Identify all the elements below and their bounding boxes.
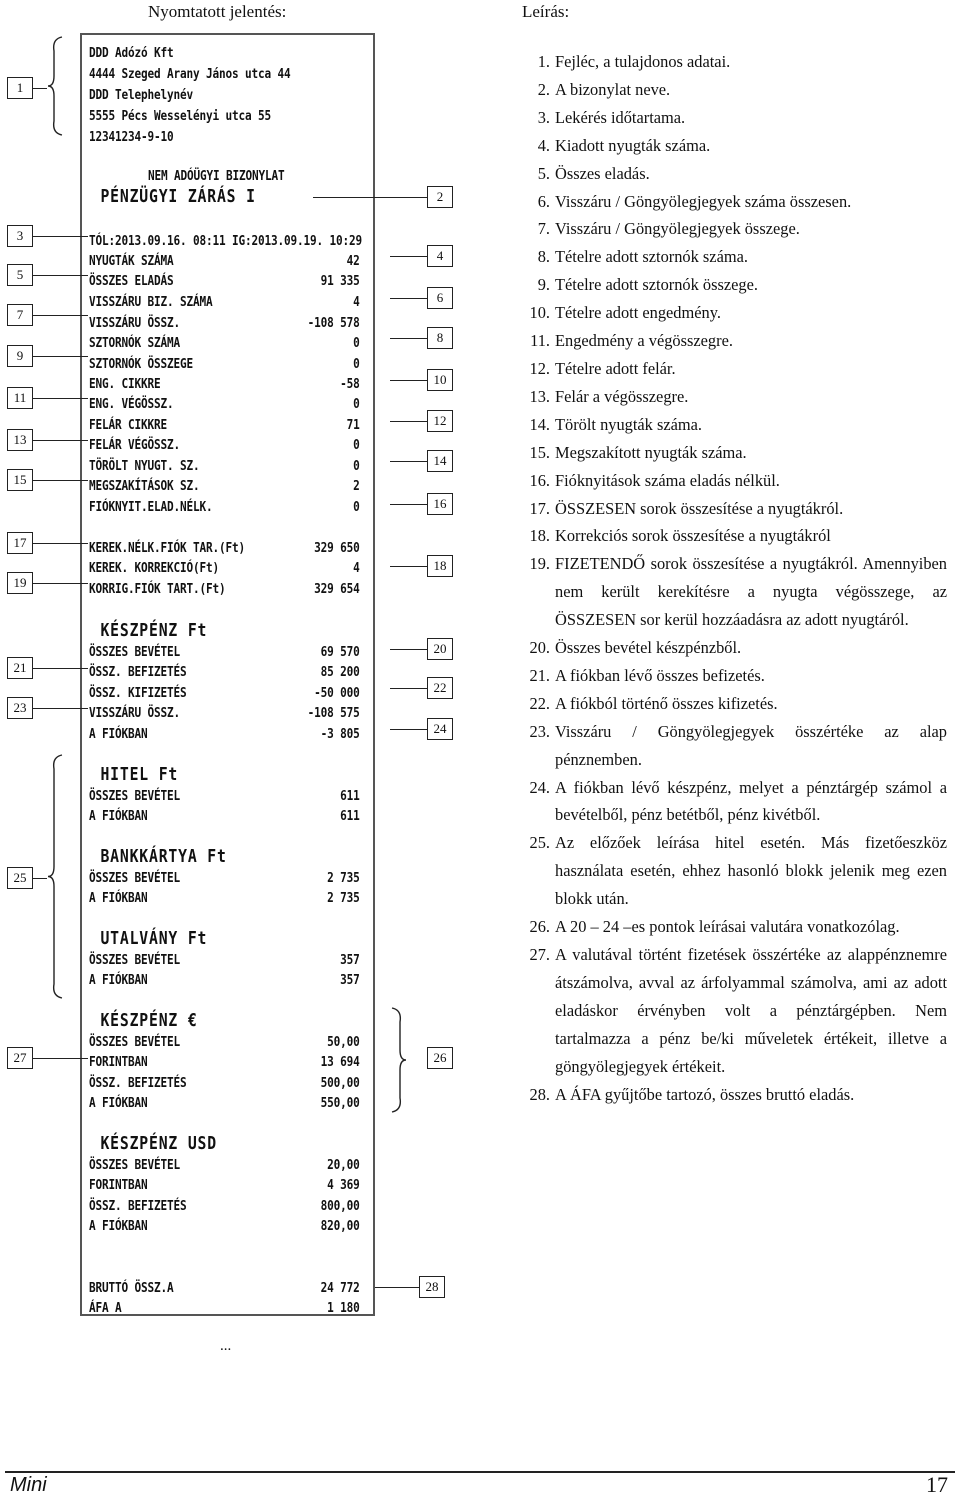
receipt-line <box>89 1052 360 1072</box>
description-item <box>522 1081 947 1109</box>
description-item <box>522 327 947 355</box>
description-item-text: Összes bevétel készpénzből. <box>555 638 742 658</box>
receipt-line <box>89 166 319 186</box>
leader-line <box>33 583 88 584</box>
description-item <box>522 243 947 271</box>
receipt-line-label: ÖSSZES BEVÉTEL <box>89 644 181 660</box>
description-item <box>522 941 947 1081</box>
receipt-line-value: 85 200 <box>320 664 360 680</box>
leader-line <box>33 356 88 357</box>
receipt-line <box>89 64 319 84</box>
callout-number: 2 <box>427 186 453 208</box>
receipt-line <box>89 724 360 744</box>
receipt-line-label: SZTORNÓK SZÁMA <box>89 335 181 351</box>
receipt-line <box>89 642 360 662</box>
description-item-number: 7. <box>537 219 550 239</box>
description-item-text: A fiókban lévő összes befizetés. <box>555 665 765 685</box>
receipt-image <box>80 33 375 1316</box>
receipt-line-value: 91 335 <box>320 273 360 289</box>
receipt-line-value: -50 000 <box>314 685 360 701</box>
leader-line <box>33 878 47 879</box>
description-item-number: 17. <box>529 498 550 518</box>
receipt-line-value: -108 575 <box>307 705 360 721</box>
receipt-line <box>89 558 360 578</box>
receipt-line-value: -58 <box>340 376 360 392</box>
description-item-number: 19. <box>529 554 550 574</box>
description-item-text: A 20 – 24 –es pontok leírásai valutára vonatkozólag. <box>555 917 900 937</box>
description-item-text: Felár a végösszegre. <box>555 386 689 406</box>
receipt-line <box>89 786 360 806</box>
description-item-text: Összes eladás. <box>555 163 650 183</box>
callout-number: 16 <box>427 493 453 515</box>
receipt-line <box>89 1298 360 1318</box>
leader-line <box>390 421 427 422</box>
footer-divider <box>5 1471 955 1473</box>
receipt-line-label: A FIÓKBAN <box>89 1218 148 1234</box>
receipt-line-label: KEREK. KORREKCIÓ(Ft) <box>89 560 220 576</box>
description-item-text: A ÁFA gyűjtőbe tartozó, összes bruttó eladás. <box>555 1084 855 1104</box>
leader-line <box>390 256 427 257</box>
description-item-text: Fióknyitások száma eladás nélkül. <box>555 470 780 490</box>
description-item <box>522 48 947 76</box>
receipt-line <box>89 313 360 333</box>
description-item-number: 1. <box>537 52 550 71</box>
receipt-line-label: HITEL Ft <box>100 764 179 785</box>
description-item-text: Az előzőek leírása hitel esetén. Más fizetőeszköz használata esetén, ehhez hasonló blokk jelenik meg ezen blokk után. <box>555 833 947 909</box>
description-item <box>522 439 947 467</box>
description-item-number: 25. <box>529 833 550 853</box>
receipt-line-value: 13 694 <box>320 1054 360 1070</box>
receipt-line-label: FORINTBAN <box>89 1177 148 1193</box>
receipt-line-label: FELÁR CIKKRE <box>89 417 168 433</box>
description-item <box>522 522 947 550</box>
description-item <box>522 913 947 941</box>
description-item <box>522 132 947 160</box>
description-item <box>522 104 947 132</box>
receipt-line-label: ÖSSZ. BEFIZETÉS <box>89 1198 187 1214</box>
callout-number: 13 <box>7 429 33 451</box>
receipt-line <box>89 703 360 723</box>
receipt-line-label: ENG. VÉGÖSSZ. <box>89 396 174 412</box>
description-item <box>522 690 947 718</box>
description-item <box>522 774 947 830</box>
receipt-line-label: FIÓKNYIT.ELAD.NÉLK. <box>89 499 213 515</box>
leader-line <box>390 338 427 339</box>
receipt-line-value: 4 <box>353 294 360 310</box>
receipt-line-value: 50,00 <box>327 1034 360 1050</box>
receipt-line-label: PÉNZÜGYI ZÁRÁS I <box>100 186 256 207</box>
receipt-line-label: ÖSSZES ELADÁS <box>89 273 174 289</box>
receipt-line <box>89 394 360 414</box>
receipt-line-value: 2 <box>353 478 360 494</box>
description-item <box>522 550 947 634</box>
description-item <box>522 634 947 662</box>
description-item <box>522 215 947 243</box>
description-item-number: 20. <box>529 638 550 658</box>
callout-number: 17 <box>7 532 33 554</box>
receipt-line <box>89 374 360 394</box>
receipt-line-label: KÉSZPÉNZ Ft <box>100 620 208 641</box>
leader-line <box>390 461 427 462</box>
receipt-line <box>89 1155 360 1175</box>
receipt-line-label: KÉSZPÉNZ USD <box>100 1133 217 1154</box>
receipt-line-value: 0 <box>353 335 360 351</box>
leader-line <box>33 543 88 544</box>
callout-number: 8 <box>427 327 453 349</box>
receipt-line <box>89 1011 319 1031</box>
receipt-line-value: 4 369 <box>327 1177 360 1193</box>
leader-line <box>390 380 427 381</box>
description-item-text: Fejléc, a tulajdonos adatai. <box>555 52 731 71</box>
callout-number: 9 <box>7 345 33 367</box>
receipt-line-value: 4 <box>353 560 360 576</box>
callout-number: 23 <box>7 697 33 719</box>
receipt-line <box>89 456 360 476</box>
receipt-line <box>89 579 360 599</box>
receipt-line-label: ÖSSZES BEVÉTEL <box>89 1034 181 1050</box>
receipt-line-value: 71 <box>346 417 360 433</box>
receipt-line-value: 0 <box>353 499 360 515</box>
description-item-number: 15. <box>529 442 550 462</box>
receipt-line <box>89 662 360 682</box>
description-item <box>522 271 947 299</box>
callout-number: 22 <box>427 677 453 699</box>
receipt-line <box>89 354 360 374</box>
receipt-line-value: 24 772 <box>320 1280 360 1296</box>
callout-number: 25 <box>7 867 33 889</box>
description-item-number: 13. <box>529 386 550 406</box>
brace-bracket <box>48 755 64 998</box>
receipt-line-value: 0 <box>353 356 360 372</box>
leader-line <box>33 315 88 316</box>
receipt-line-value: 550,00 <box>320 1095 360 1111</box>
receipt-line <box>89 929 319 949</box>
description-item-number: 6. <box>537 191 550 211</box>
receipt-line-value: 0 <box>353 396 360 412</box>
callout-number: 3 <box>7 225 33 247</box>
description-item-text: A valutával történt fizetések összértéke az alappénznemre átszámolva, avval az árfolyammal számolva, ami az adott eladáskor érvényben volt a pénztárgépben. Nem tartalmazza a pénz be/ki műveletek értékeit, illetve a göngyölegjegyek értékeit. <box>555 945 947 1076</box>
receipt-line-value: 820,00 <box>320 1218 360 1234</box>
receipt-line-label: ÖSSZES BEVÉTEL <box>89 1157 181 1173</box>
receipt-line <box>89 271 360 291</box>
receipt-line-label: TÓL:2013.09.16. 08:11 IG:2013.09.19. 10:29 <box>89 233 363 249</box>
description-item <box>522 355 947 383</box>
description-item-number: 14. <box>529 414 550 434</box>
description-item <box>522 829 947 913</box>
description-item-number: 11. <box>530 331 550 351</box>
receipt-line-label: A FIÓKBAN <box>89 808 148 824</box>
receipt-line <box>89 43 319 63</box>
receipt-line <box>89 187 319 207</box>
receipt-line-label: ÖSSZES BEVÉTEL <box>89 788 181 804</box>
receipt-line-label: BANKKÁRTYA Ft <box>100 846 227 867</box>
description-item-text: Visszáru / Göngyölegjegyek száma összesen. <box>555 191 852 211</box>
description-item-text: Tételre adott felár. <box>555 358 676 378</box>
callout-number: 15 <box>7 469 33 491</box>
description-item-number: 16. <box>529 470 550 490</box>
leader-line <box>33 398 88 399</box>
leader-line <box>33 1058 88 1059</box>
description-item-number: 28. <box>529 1084 550 1104</box>
receipt-line <box>89 847 319 867</box>
description-item-text: Tételre adott engedmény. <box>555 303 721 323</box>
callout-number: 1 <box>7 77 33 99</box>
description-item-number: 8. <box>537 247 550 267</box>
receipt-line-label: 12341234-9-10 <box>89 129 174 145</box>
callout-number: 24 <box>427 718 453 740</box>
receipt-line <box>89 251 360 271</box>
receipt-line <box>89 85 319 105</box>
description-heading: Leírás: <box>522 2 570 21</box>
callout-number: 7 <box>7 304 33 326</box>
receipt-line <box>89 333 360 353</box>
ellipsis: ... <box>220 1338 232 1354</box>
receipt-line-label: UTALVÁNY Ft <box>100 928 208 949</box>
description-item-number: 2. <box>537 79 550 99</box>
description-item-number: 10. <box>529 303 550 323</box>
description-item-text: ÖSSZESEN sorok összesítése a nyugtákról. <box>555 498 844 518</box>
receipt-line-label: MEGSZAKÍTÁSOK SZ. <box>89 478 200 494</box>
receipt-line-value: 1 180 <box>327 1300 360 1316</box>
receipt-line <box>89 683 360 703</box>
receipt-line-label: ÖSSZES BEVÉTEL <box>89 952 181 968</box>
description-item-text: A fiókban lévő készpénz, melyet a pénztárgép számol a bevételből, pénz betétből, pénz kivétből. <box>555 777 947 825</box>
receipt-line <box>89 888 360 908</box>
receipt-line-label: KEREK.NÉLK.FIÓK TAR.(Ft) <box>89 540 246 556</box>
description-item <box>522 411 947 439</box>
receipt-line <box>89 497 360 517</box>
description-item-text: Megszakított nyugták száma. <box>555 442 747 462</box>
receipt-line <box>89 1093 360 1113</box>
receipt-line-label: VISSZÁRU BIZ. SZÁMA <box>89 294 213 310</box>
receipt-line <box>89 1073 360 1093</box>
receipt-line <box>89 868 360 888</box>
description-item-number: 9. <box>537 275 550 295</box>
callout-number: 12 <box>427 410 453 432</box>
receipt-line <box>89 231 363 251</box>
leader-line <box>33 236 88 237</box>
description-item-text: Engedmény a végösszegre. <box>555 331 733 351</box>
receipt-line-value: 69 570 <box>320 644 360 660</box>
description-item-number: 23. <box>529 721 550 741</box>
description-item-number: 5. <box>537 163 550 183</box>
leader-line <box>390 298 427 299</box>
receipt-line <box>89 621 319 641</box>
receipt-line <box>89 292 360 312</box>
callout-number: 26 <box>427 1047 453 1069</box>
receipt-line <box>89 970 360 990</box>
description-item <box>522 718 947 774</box>
description-item-text: Törölt nyugták száma. <box>555 414 703 434</box>
callout-number: 20 <box>427 638 453 660</box>
description-item-text: Visszáru / Göngyölegjegyek összege. <box>555 219 800 239</box>
receipt-line <box>89 127 319 147</box>
description-item <box>522 495 947 523</box>
receipt-line-value: 2 735 <box>327 870 360 886</box>
leader-line <box>390 729 427 730</box>
callout-number: 28 <box>419 1276 445 1298</box>
leader-line <box>33 440 88 441</box>
description-item-text: Lekérés időtartama. <box>555 107 686 127</box>
callout-number: 10 <box>427 369 453 391</box>
receipt-line-label: DDD Telephelynév <box>89 87 194 103</box>
receipt-line-value: 0 <box>353 458 360 474</box>
receipt-line-label: NEM ADÓÜGYI BIZONYLAT <box>148 168 285 184</box>
receipt-line-label: VISSZÁRU ÖSSZ. <box>89 705 181 721</box>
receipt-line-label: DDD Adózó Kft <box>89 45 174 61</box>
description-item-text: A fiókból történő összes kifizetés. <box>555 693 778 713</box>
callout-number: 19 <box>7 572 33 594</box>
receipt-line <box>89 806 360 826</box>
receipt-line-label: ÖSSZ. KIFIZETÉS <box>89 685 187 701</box>
receipt-line-label: ENG. CIKKRE <box>89 376 161 392</box>
receipt-line-label: ÖSSZ. BEFIZETÉS <box>89 664 187 680</box>
receipt-line-value: 42 <box>346 253 360 269</box>
description-item-number: 21. <box>529 665 550 685</box>
receipt-line-label: ÖSSZES BEVÉTEL <box>89 870 181 886</box>
receipt-line <box>89 415 360 435</box>
description-item-text: Visszáru / Göngyölegjegyek összértéke az alap pénznemben. <box>555 721 947 769</box>
receipt-line <box>89 1175 360 1195</box>
receipt-line-label: ÁFA A <box>89 1300 122 1316</box>
callout-number: 14 <box>427 450 453 472</box>
receipt-line <box>89 106 319 126</box>
receipt-line-label: VISSZÁRU ÖSSZ. <box>89 315 181 331</box>
description-item <box>522 662 947 690</box>
receipt-line-value: 357 <box>340 972 360 988</box>
brace-bracket <box>48 37 64 135</box>
callout-number: 4 <box>427 245 453 267</box>
description-item-text: FIZETENDŐ sorok összesítése a nyugtákról. Amennyiben nem került kerekítésre a nyugta végösszege, az ÖSSZESEN sor kerül hozzáadásra az adott nyugtáról. <box>555 554 947 630</box>
footer-brand: Mini <box>10 1474 47 1496</box>
receipt-line <box>89 1196 360 1216</box>
receipt-line-value: 329 650 <box>314 540 360 556</box>
receipt-line-value: 611 <box>340 788 360 804</box>
callout-number: 6 <box>427 287 453 309</box>
description-item-text: Tételre adott sztornók összege. <box>555 275 758 295</box>
receipt-line-label: TÖRÖLT NYUGT. SZ. <box>89 458 200 474</box>
leader-line <box>313 197 427 198</box>
description-list <box>522 48 947 1108</box>
receipt-line-label: FORINTBAN <box>89 1054 148 1070</box>
receipt-line <box>89 1278 360 1298</box>
receipt-line-label: FELÁR VÉGÖSSZ. <box>89 437 181 453</box>
callout-number: 18 <box>427 555 453 577</box>
description-item-number: 18. <box>529 526 550 546</box>
receipt-line-label: A FIÓKBAN <box>89 972 148 988</box>
description-item-text: A bizonylat neve. <box>555 79 671 99</box>
description-item-number: 26. <box>529 917 550 937</box>
description-item <box>522 299 947 327</box>
description-item <box>522 76 947 104</box>
callout-number: 27 <box>7 1047 33 1069</box>
description-item <box>522 160 947 188</box>
leader-line <box>33 708 88 709</box>
page-number: 17 <box>926 1472 948 1497</box>
receipt-line-value: 0 <box>353 437 360 453</box>
description-item-text: Tételre adott sztornók száma. <box>555 247 748 267</box>
receipt-line-label: 5555 Pécs Wesselényi utca 55 <box>89 108 272 124</box>
receipt-line-label: A FIÓKBAN <box>89 726 148 742</box>
receipt-line-label: SZTORNÓK ÖSSZEGE <box>89 356 194 372</box>
leader-line <box>390 566 427 567</box>
description-item-number: 22. <box>529 693 550 713</box>
description-item-number: 24. <box>529 777 550 797</box>
leader-line <box>375 1287 419 1288</box>
leader-line <box>390 649 427 650</box>
description-item-number: 3. <box>537 107 550 127</box>
callout-number: 21 <box>7 657 33 679</box>
receipt-line <box>89 1032 360 1052</box>
receipt-line-value: 329 654 <box>314 581 360 597</box>
receipt-line-value: 20,00 <box>327 1157 360 1173</box>
leader-line <box>390 688 427 689</box>
receipt-line-label: KORRIG.FIÓK TART.(Ft) <box>89 581 226 597</box>
brace-bracket <box>392 1008 408 1112</box>
receipt-line-value: 357 <box>340 952 360 968</box>
description-item-text: Korrekciós sorok összesítése a nyugtákról <box>555 526 831 546</box>
receipt-line-label: NYUGTÁK SZÁMA <box>89 253 174 269</box>
printed-report-heading: Nyomtatott jelentés: <box>148 2 287 21</box>
receipt-line-value: 500,00 <box>320 1075 360 1091</box>
receipt-line-value: -108 578 <box>307 315 360 331</box>
receipt-line-value: 611 <box>340 808 360 824</box>
description-item-number: 4. <box>537 135 550 155</box>
receipt-line-label: A FIÓKBAN <box>89 890 148 906</box>
leader-line <box>33 88 47 89</box>
receipt-line <box>89 435 360 455</box>
description-item-text: Kiadott nyugták száma. <box>555 135 711 155</box>
leader-line <box>33 275 88 276</box>
leader-line <box>33 668 88 669</box>
description-item-number: 12. <box>529 358 550 378</box>
callout-number: 5 <box>7 264 33 286</box>
receipt-line <box>89 765 319 785</box>
receipt-line <box>89 476 360 496</box>
receipt-line-label: A FIÓKBAN <box>89 1095 148 1111</box>
description-item-number: 27. <box>529 945 550 964</box>
receipt-line-label: 4444 Szeged Arany János utca 44 <box>89 66 291 82</box>
receipt-line <box>89 538 360 558</box>
receipt-line <box>89 1216 360 1236</box>
receipt-line-value: -3 805 <box>320 726 360 742</box>
callout-number: 11 <box>7 387 33 409</box>
receipt-line <box>89 950 360 970</box>
receipt-line-label: BRUTTÓ ÖSSZ.A <box>89 1280 174 1296</box>
receipt-line-value: 2 735 <box>327 890 360 906</box>
leader-line <box>33 480 88 481</box>
leader-line <box>390 504 427 505</box>
receipt-line-value: 800,00 <box>320 1198 360 1214</box>
receipt-line-label: ÖSSZ. BEFIZETÉS <box>89 1075 187 1091</box>
description-item <box>522 188 947 216</box>
receipt-line <box>89 1134 319 1154</box>
receipt-line-label: KÉSZPÉNZ € <box>100 1010 198 1031</box>
description-item <box>522 383 947 411</box>
description-item <box>522 467 947 495</box>
